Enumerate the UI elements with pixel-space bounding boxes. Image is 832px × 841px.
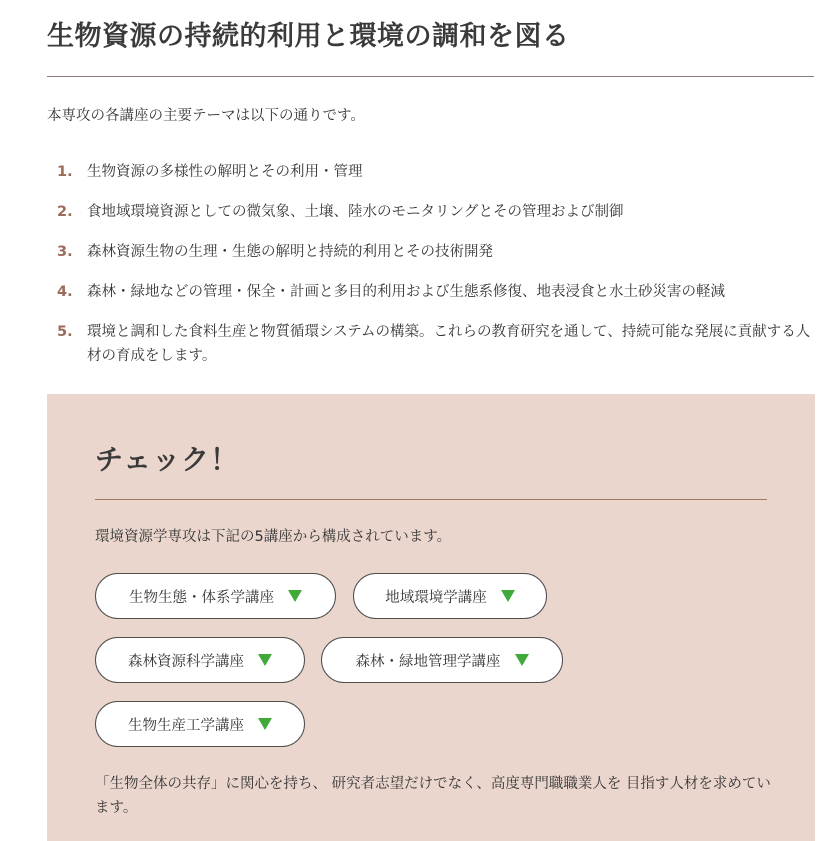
course-button-regional-environment[interactable] <box>353 573 547 619</box>
theme-item <box>47 200 817 224</box>
course-button-forest-greenery-management[interactable] <box>321 637 563 683</box>
page-title: 生物資源の持続的利用と環境の調和を図る <box>47 21 570 52</box>
theme-number: 5. <box>57 324 73 340</box>
triangle-down-icon <box>258 718 272 730</box>
check-title: チェック！ <box>95 443 240 476</box>
course-button-forest-resources[interactable] <box>95 637 305 683</box>
theme-text: 森林資源生物の生理・生態の解明と持続的利用とその技術開発 <box>87 244 493 260</box>
check-panel <box>47 394 815 841</box>
check-text: 環境資源学専攻は下記の5講座から構成されています。 <box>95 529 452 545</box>
course-label: 生物生産工学講座 <box>128 717 244 734</box>
theme-text: 森林・緑地などの管理・保全・計画と多目的利用および生態系修復、地表浸食と水土砂災害の軽減 <box>87 284 725 300</box>
theme-item <box>47 160 817 184</box>
theme-item <box>47 320 817 368</box>
theme-number: 3. <box>57 244 73 260</box>
theme-number: 2. <box>57 204 73 220</box>
theme-item <box>47 240 817 264</box>
course-button-bioproduction-engineering[interactable] <box>95 701 305 747</box>
triangle-down-icon <box>515 654 529 666</box>
check-divider <box>95 499 767 500</box>
course-label: 森林資源科学講座 <box>128 653 244 670</box>
triangle-down-icon <box>501 590 515 602</box>
theme-text: 環境と調和した食料生産と物質循環システムの構築。これらの教育研究を通して、持続可能な発展に貢献する人材の育成をします。 <box>87 324 811 364</box>
theme-list <box>47 160 817 368</box>
theme-number: 1. <box>57 164 73 180</box>
course-label: 森林・緑地管理学講座 <box>355 653 501 670</box>
theme-text: 生物資源の多様性の解明とその利用・管理 <box>87 164 363 180</box>
course-label: 地域環境学講座 <box>385 589 487 606</box>
theme-number: 4. <box>57 284 73 300</box>
theme-item <box>47 280 817 304</box>
intro-text: 本専攻の各講座の主要テーマは以下の通りです。 <box>47 108 365 124</box>
triangle-down-icon <box>288 590 302 602</box>
theme-text: 食地域環境資源としての微気象、土壌、陸水のモニタリングとその管理および制御 <box>87 204 624 220</box>
triangle-down-icon <box>258 654 272 666</box>
title-divider <box>47 76 814 77</box>
course-label: 生物生態・体系学講座 <box>129 589 274 606</box>
course-button-biological-ecology[interactable] <box>95 573 336 619</box>
closing-text: 「生物全体の共存」に関心を持ち、 研究者志望だけでなく、高度専門職職業人を 目指す人材を求めています。 <box>95 776 771 816</box>
